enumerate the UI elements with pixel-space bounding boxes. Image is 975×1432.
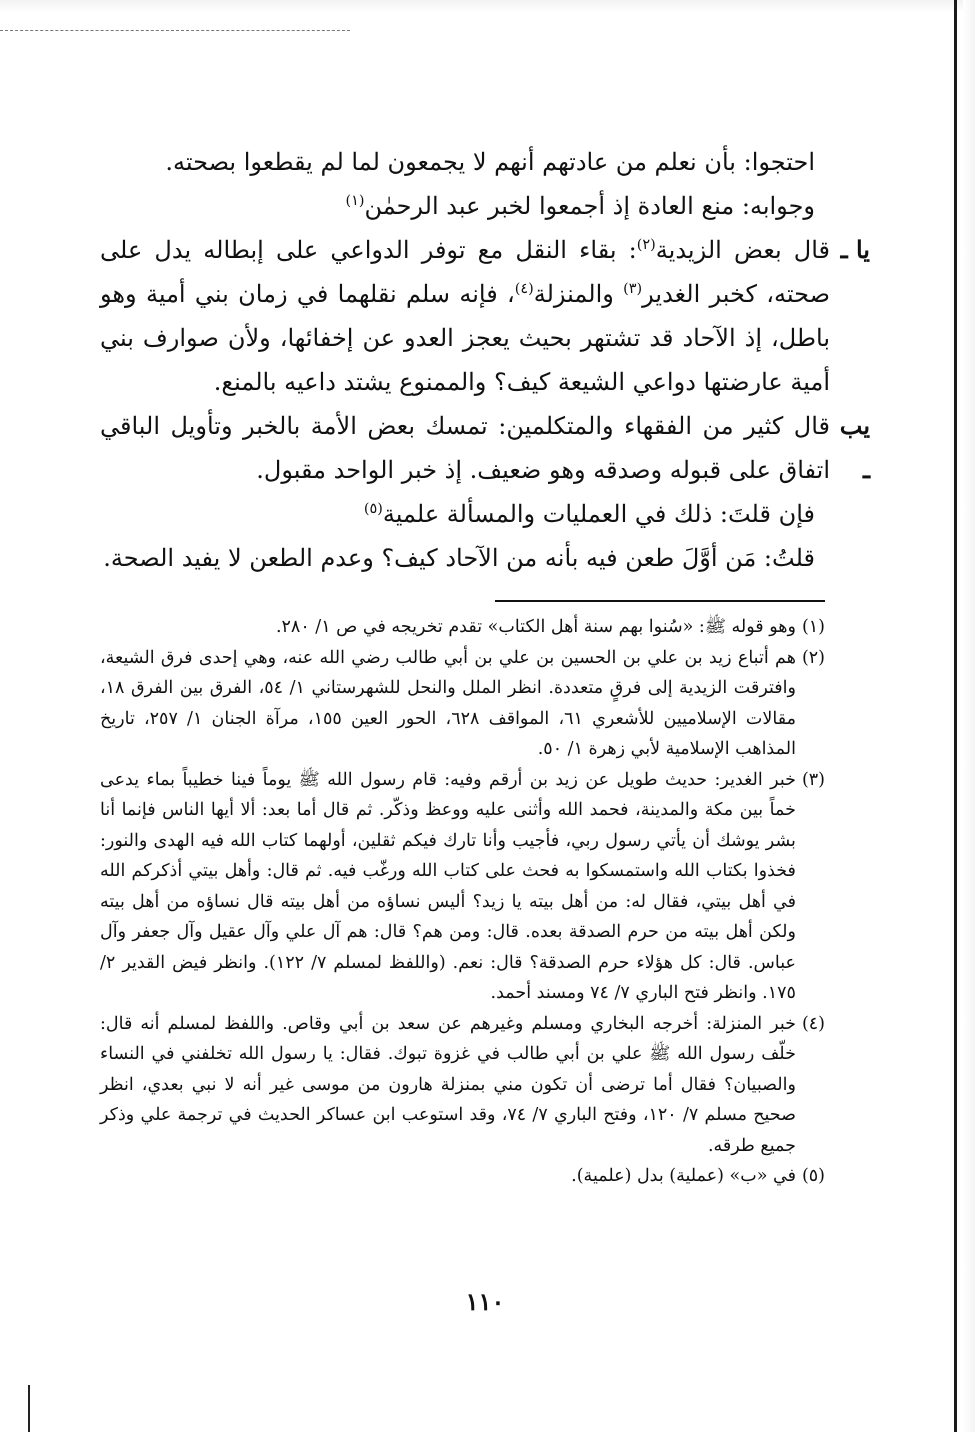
- footnote-text: هم أتباع زيد بن علي بن الحسين بن علي بن أبي طالب رضي الله عنه، وهي إحدى فرق الشيعة، وافترقت الزيدية إلى فرقٍ متعددة. انظر الملل والنحل للشهرستاني ١/ ٥٤، الفرق بين الفرق ١٨، مقالات الإسلاميين للأشعري ٦١، المواقف ٦٢٨، الحور العين ١٥٥، مرآة الجنان ١/ ٢٥٧، تاريخ المذاهب الإسلامية لأبي زهرة ١/ ٥٠.: [100, 647, 796, 759]
- footnote-number: (٢): [801, 647, 825, 668]
- scan-edge-right: [963, 0, 975, 1432]
- paragraph-reply: قلتُ: مَن أوَّلَ طعن فيه بأنه من الآحاد كيف؟ وعدم الطعن لا يفيد الصحة.: [103, 544, 815, 572]
- footnote-separator: [495, 600, 825, 602]
- footnote-number: (٣): [801, 769, 825, 790]
- footnote-number: (٥): [801, 1166, 825, 1186]
- paragraph-response: وجوابه: منع العادة إذ أجمعوا لخبر عبد الرحمٰن$^{(١)}$: [345, 192, 815, 220]
- page-content: [100, 140, 870, 1192]
- page-number: ١١٠: [465, 1287, 505, 1316]
- item-label-yb: يب ـ: [839, 411, 870, 484]
- footnote-text: خبر الغدير: حديث طويل عن زيد بن أرقم وفيه: قام رسول الله ﷺ يوماً فينا خطيباً بماء يدعى خماً بين مكة والمدينة، فحمد الله وأثنى عليه ووعظ وذكّر. ثم قال أما بعد: ألا أيها الناس فإنما أنا بشر يوشك أن يأتي رسول ربي، فأجيب وأنا تارك فيكم ثقلين، أولهما كتاب الله فيه الهدى والنور: فخذوا بكتاب الله واستمسكوا به فحث على كتاب الله ورغّب فيه. ثم قال: وأهل بيتي أذكركم الله في أهل بيتي، فقال له: من أهل بيته يا زيد؟ أليس نساؤه من أهل بيته قال نساؤه من أهل بيته ولكن أهل بيته من حرم الصدقة بعده. قال: ومن هم؟ قال: هم آل علي وآل عقيل وآل جعفر وآل عباس. قال: كل هؤلاء حرم الصدقة؟ قال: نعم. (واللفظ لمسلم ٧/ ١٢٢). وانظر فيض القدير ٢/ ١٧٥. وانظر فتح الباري ٧/ ٧٤ ومسند أحمد.: [100, 769, 796, 1003]
- item-label-ya: يا ـ: [840, 235, 870, 264]
- footnote-number: (٤): [801, 1013, 825, 1034]
- footnote-3: [100, 765, 825, 1009]
- footnote-text: وهو قوله ﷺ: «سُنوا بهم سنة أهل الكتاب» تقدم تخريجه في ص ١/ ٢٨٠.: [275, 617, 796, 637]
- scan-binding-bar: [954, 0, 957, 1432]
- scan-dashed-line: [0, 30, 350, 31]
- scan-mark-left: [28, 1385, 30, 1432]
- footnote-ref-1: (١): [345, 193, 365, 209]
- item-body-ya: قال بعض الزيدية$^{(٢)}$: بقاء النقل مع توفر الدواعي على إبطاله يدل على صحته، كخبر الغدير$^{(٣)}$ والمنزلة$^{(٤)}$، فإنه سلم نقلهما في زمان بني أمية وهو باطل، إذ الآحاد قد تشتهر بحيث يعجز العدو عن إخفائها، ولأن صوارف بني أمية عارضتها دواعي الشيعة كيف؟ والممنوع يشتد داعيه بالمنع.: [100, 236, 831, 396]
- footnote-ref-5: (٥): [363, 501, 383, 517]
- paragraph-argument: احتجوا: بأن نعلم من عادتهم أنهم لا يجمعون لما لم يقطعوا بصحته.: [165, 148, 815, 176]
- footnote-2: [100, 643, 825, 765]
- footnote-ref-2: (٢): [636, 237, 656, 253]
- footnote-ref-4: (٤): [514, 281, 534, 297]
- footnote-5: [100, 1161, 825, 1192]
- footnote-1: [100, 612, 825, 643]
- scan-edge-top: [0, 0, 975, 12]
- footnote-ref-3: (٣): [623, 281, 643, 297]
- item-yb: [100, 404, 870, 492]
- item-body-yb: قال كثير من الفقهاء والمتكلمين: تمسك بعض الأمة بالخبر وتأويل الباقي اتفاق على قبوله وصدقه وهو ضعيف. إذ خبر الواحد مقبول.: [100, 412, 830, 484]
- footnote-number: (١): [801, 617, 825, 637]
- paragraph-objection: فإن قلتَ: ذلك في العمليات والمسألة علمية$^{(٥)}$: [363, 500, 815, 528]
- main-text: [100, 140, 870, 580]
- footnote-text: في «ب» (عملية) بدل (علمية).: [571, 1166, 796, 1186]
- footnote-4: [100, 1009, 825, 1162]
- footnotes: [100, 612, 825, 1192]
- item-ya: [100, 228, 870, 404]
- footnote-text: خبر المنزلة: أخرجه البخاري ومسلم وغيرهم عن سعد بن أبي وقاص. واللفظ لمسلم أنه قال: خلّف رسول الله ﷺ علي بن أبي طالب في غزوة تبوك. فقال: يا رسول الله تخلفني في النساء والصبيان؟ فقال أما ترضى أن تكون مني بمنزلة هارون من موسى غير أنه لا نبي بعدي، انظر صحيح مسلم ٧/ ١٢٠، وفتح الباري ٧/ ٧٤، وقد استوعب ابن عساكر الحديث في ترجمة علي وذكر جميع طرقه.: [100, 1013, 796, 1156]
